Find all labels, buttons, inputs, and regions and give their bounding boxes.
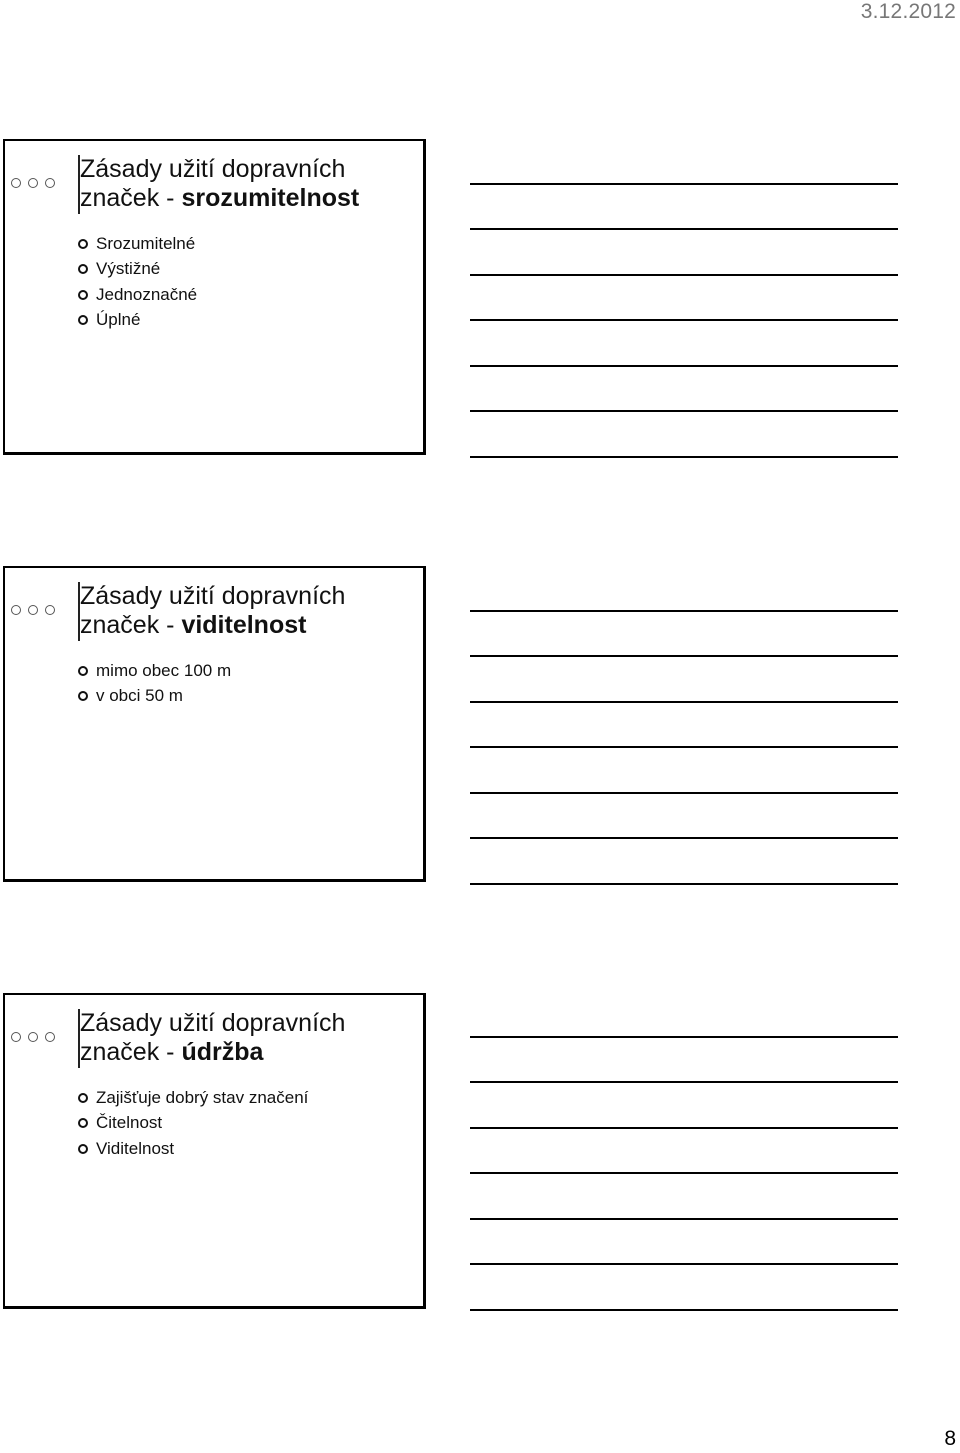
note-line xyxy=(470,365,898,367)
circle-icon xyxy=(45,1032,55,1042)
bullet-icon xyxy=(78,1118,88,1128)
list-item xyxy=(78,658,231,684)
circle-icon xyxy=(11,605,21,615)
slide-title-line1: Zásady užití dopravních xyxy=(80,155,346,183)
slide-title-prefix: značek - xyxy=(80,1038,182,1066)
note-line xyxy=(470,228,898,230)
slide-title-line2 xyxy=(80,184,417,213)
slide-title-prefix: značek - xyxy=(80,611,182,639)
slide-title xyxy=(80,155,417,213)
circle-icon xyxy=(28,1032,38,1042)
slide-title-line2 xyxy=(80,1038,417,1067)
slide-dots xyxy=(11,605,55,615)
slide-title-keyword: viditelnost xyxy=(181,611,307,639)
slide-title xyxy=(80,1009,417,1067)
note-line xyxy=(470,1218,898,1220)
note-line xyxy=(470,883,898,885)
bullet-list xyxy=(78,231,197,333)
slide-2 xyxy=(3,566,426,882)
note-line xyxy=(470,410,898,412)
bullet-list xyxy=(78,1085,308,1162)
list-item xyxy=(78,231,197,257)
bullet-icon xyxy=(78,691,88,701)
bullet-icon xyxy=(78,315,88,325)
note-line xyxy=(470,610,898,612)
bullet-list xyxy=(78,658,231,709)
slide-title xyxy=(80,582,417,640)
note-line xyxy=(470,1127,898,1129)
note-line xyxy=(470,1036,898,1038)
list-item xyxy=(78,684,231,710)
header-date: 3.12.2012 xyxy=(860,0,956,23)
circle-icon xyxy=(28,178,38,188)
bullet-icon xyxy=(78,666,88,676)
slide-dots xyxy=(11,1032,55,1042)
circle-icon xyxy=(11,1032,21,1042)
circle-icon xyxy=(28,605,38,615)
slide-1 xyxy=(3,139,426,455)
slide-dots xyxy=(11,178,55,188)
note-line xyxy=(470,183,898,185)
slide-title-line1: Zásady užití dopravních xyxy=(80,582,346,610)
bullet-icon xyxy=(78,264,88,274)
note-line xyxy=(470,456,898,458)
bullet-icon xyxy=(78,290,88,300)
note-line xyxy=(470,1263,898,1265)
page-number: 8 xyxy=(944,1427,956,1450)
list-item-text: Výstižné xyxy=(96,259,161,279)
list-item-text: Úplné xyxy=(96,310,141,330)
circle-icon xyxy=(45,178,55,188)
list-item xyxy=(78,308,197,334)
note-line xyxy=(470,1309,898,1311)
list-item xyxy=(78,1111,308,1137)
note-line xyxy=(470,792,898,794)
circle-icon xyxy=(11,178,21,188)
list-item-text: v obci 50 m xyxy=(96,686,183,706)
note-line xyxy=(470,655,898,657)
slide-title-prefix: značek - xyxy=(80,184,182,212)
list-item xyxy=(78,282,197,308)
slide-title-line1: Zásady užití dopravních xyxy=(80,1009,346,1037)
list-item xyxy=(78,1085,308,1111)
list-item-text: Srozumitelné xyxy=(96,233,196,253)
circle-icon xyxy=(45,605,55,615)
note-line xyxy=(470,319,898,321)
note-line xyxy=(470,1172,898,1174)
list-item xyxy=(78,1136,308,1162)
list-item-text: Zajišťuje dobrý stav značení xyxy=(96,1087,309,1107)
list-item xyxy=(78,257,197,283)
list-item-text: Jednoznačné xyxy=(96,284,198,304)
note-line xyxy=(470,274,898,276)
list-item-text: Viditelnost xyxy=(96,1138,175,1158)
slide-title-keyword: údržba xyxy=(181,1038,264,1066)
bullet-icon xyxy=(78,1093,88,1103)
note-line xyxy=(470,746,898,748)
list-item-text: Čitelnost xyxy=(96,1113,163,1133)
note-line xyxy=(470,837,898,839)
list-item-text: mimo obec 100 m xyxy=(96,660,232,680)
slide-title-line2 xyxy=(80,611,417,640)
note-line xyxy=(470,1081,898,1083)
bullet-icon xyxy=(78,1144,88,1154)
slide-title-keyword: srozumitelnost xyxy=(181,184,360,212)
slide-3 xyxy=(3,993,426,1309)
note-line xyxy=(470,701,898,703)
bullet-icon xyxy=(78,239,88,249)
